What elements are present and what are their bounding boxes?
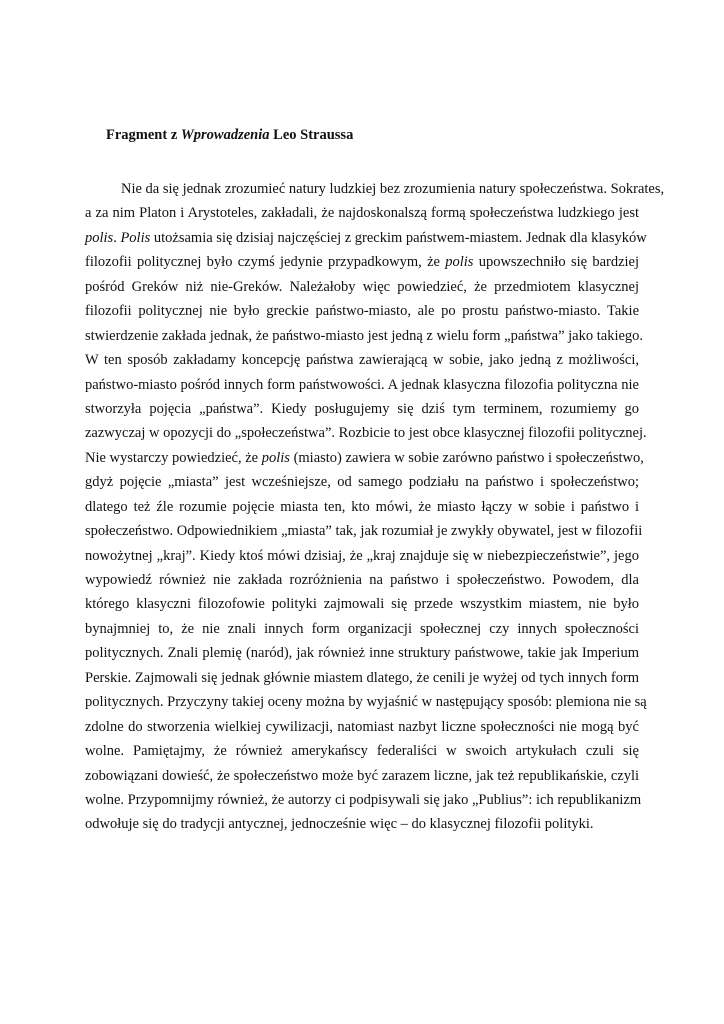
text-line — [85, 470, 639, 494]
text-run: wolne. Przypomnijmy również, że autorzy ci podpisywali się jako „Publius”: ich republikanizm — [85, 791, 642, 808]
text-line — [85, 764, 639, 788]
text-run: którego klasyczni filozofowie polityki zajmowali się przede wszystkim miastem, nie było — [85, 596, 639, 613]
text-run: zdolne do stworzenia wielkiej cywilizacji, natomiast nazbyt liczne społeczności nie mogą być — [85, 718, 639, 735]
text-run: pośród Greków niż nie-Greków. Należałoby więc powiedzieć, że przedmiotem klasycznej — [85, 278, 639, 295]
text-line — [85, 690, 647, 714]
text-line — [85, 544, 639, 568]
text-run: filozofii politycznej nie było greckie państwo-miasto, ale po prostu państwo-miasto. Takie — [85, 303, 639, 320]
text-run: bynajmniej to, że nie znali innych form organizacji społecznej czy innych społeczności — [85, 620, 639, 637]
text-line — [85, 373, 639, 397]
text-line — [85, 397, 639, 421]
text-line — [85, 421, 647, 445]
text-run: utożsamia się dzisiaj najczęściej z greckim państwem-miastem. Jednak dla klasyków — [150, 229, 647, 246]
text-run: upowszechniło się bardziej — [473, 254, 640, 271]
text-run: Perskie. Zajmowali się jednak głównie miastem dlatego, że cenili je wyżej od tych innych form — [85, 669, 640, 686]
italic-term: polis — [445, 254, 474, 271]
text-run: . — [113, 229, 121, 246]
text-line — [85, 788, 642, 812]
heading-suffix: Leo Straussa — [269, 127, 354, 143]
italic-term: polis — [85, 229, 114, 246]
text-run: a za nim Platon i Arystoteles, zakładali, że najdoskonalszą formą społeczeństwa ludzkiego jest — [85, 205, 639, 222]
text-run: (miasto) zawiera w sobie zarówno państwo i społeczeństwo, — [289, 449, 644, 466]
text-line — [85, 739, 639, 763]
text-run: nowożytnej „kraj”. Kiedy ktoś mówi dzisiaj, że „kraj znajduje się w niebezpieczeństwie”, jego — [85, 547, 639, 564]
text-line — [85, 568, 639, 592]
italic-term: Polis — [120, 229, 151, 246]
text-run: państwo-miasto pośród innych form państwowości. A jednak klasyczna filozofia polityczna nie — [85, 376, 639, 393]
text-run: Nie wystarczy powiedzieć, że — [85, 449, 262, 466]
text-run: odwołuje się do tradycji antycznej, jednocześnie więc – do klasycznej filozofii polityki. — [85, 816, 594, 833]
heading-italic-title: Wprowadzenia — [180, 127, 270, 143]
text-run: politycznych. Przyczyny takiej oceny można by wyjaśnić w następujący sposób: plemiona nie są — [85, 694, 647, 711]
text-line — [85, 446, 644, 470]
heading-prefix: Fragment z — [106, 127, 181, 143]
text-line — [85, 201, 639, 225]
text-line — [85, 592, 639, 616]
text-line — [85, 348, 639, 372]
text-run: W ten sposób zakładamy koncepcję państwa zawierającą w sobie, jako jedną z możliwości, — [85, 352, 639, 369]
text-run: zazwyczaj w opozycji do „społeczeństwa”. Rozbicie to jest obce klasycznej filozofii politycznej. — [85, 425, 647, 442]
body-paragraph — [85, 177, 665, 837]
text-run: wypowiedź również nie zakłada rozróżnienia na państwo i społeczeństwo. Powodem, dla — [85, 572, 639, 588]
text-run: dlatego też źle rozumie pojęcie miasta ten, kto mówi, że miasto łączy w sobie i państwo i — [85, 498, 639, 515]
text-run: Nie da się jednak zrozumieć natury ludzkiej bez zrozumienia natury społeczeństwa. Sokrates, — [121, 181, 665, 197]
text-line — [85, 666, 639, 690]
text-line — [85, 226, 647, 250]
text-run: zobowiązani dowieść, że społeczeństwo może być zarazem liczne, jak też republikańskie, czyli — [85, 767, 639, 784]
text-run: filozofii politycznej było czymś jedynie przypadkowym, że — [85, 254, 446, 271]
text-line — [85, 299, 639, 323]
text-line — [85, 177, 665, 201]
text-run: gdyż pojęcie „miasta” jest wcześniejsze, od samego podziału na państwo i społeczeństwo; — [85, 474, 639, 491]
text-line — [85, 812, 639, 836]
text-run: stworzyła pojęcia „państwa”. Kiedy posługujemy się dziś tym terminem, rozumiemy go — [85, 400, 639, 417]
text-line — [85, 519, 643, 543]
text-line — [85, 275, 639, 299]
text-line — [85, 617, 639, 641]
text-line — [85, 250, 639, 274]
text-run: stwierdzenie zakłada jednak, że państwo-miasto jest jedną z wielu form „państwa” jako takiego. — [85, 327, 644, 344]
text-line — [85, 495, 639, 519]
text-line — [85, 641, 639, 665]
italic-term: polis — [261, 449, 290, 466]
text-line — [85, 715, 639, 739]
text-run: wolne. Pamiętajmy, że również amerykańscy federaliści w swoich artykułach czuli się — [85, 743, 639, 760]
text-run: politycznych. Znali plemię (naród), jak również inne struktury państwowe, takie jak Imperium — [85, 645, 639, 662]
text-run: społeczeństwo. Odpowiednikiem „miasta” tak, jak rozumiał je zwykły obywatel, jest w filozofii — [85, 523, 643, 540]
text-line — [85, 324, 644, 348]
document-heading — [106, 125, 353, 145]
